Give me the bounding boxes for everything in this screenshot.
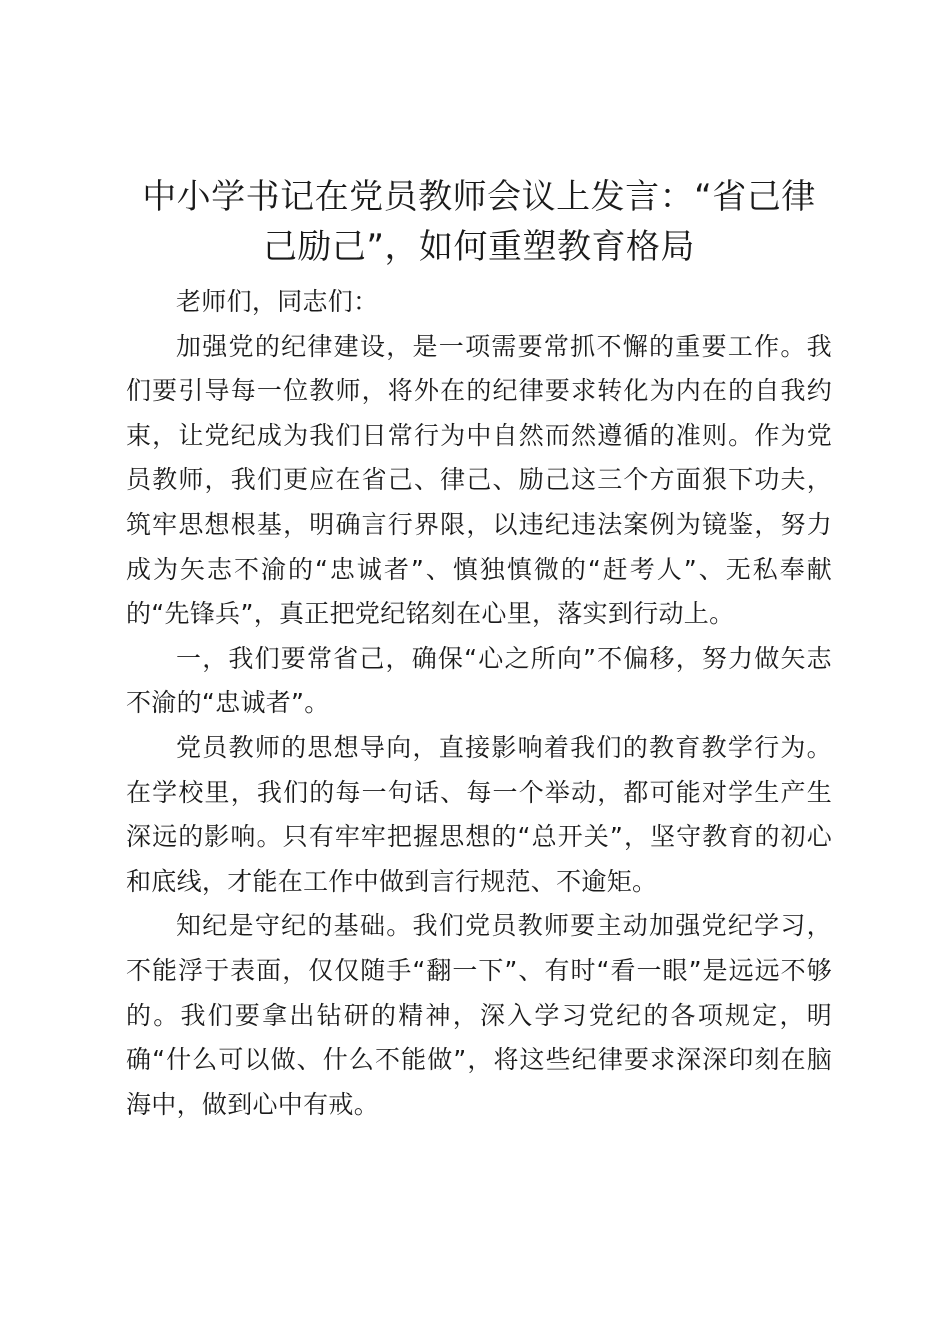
document-body (126, 172, 832, 1127)
document-title: 中小学书记在党员教师会议上发言：“省己律己励己”，如何重塑教育格局 (142, 177, 816, 267)
paragraph-thinking: 党员教师的思想导向，直接影响着我们的教育教学行为。在学校里，我们的每一句话、每一个举动，都可能对学生产生深远的影响。只有牢牢把握思想的“总开关”，坚守教育的初心和底线，才能在工作中做到言行规范、不逾矩。 (126, 732, 832, 896)
paragraph-section-heading: 一，我们要常省己，确保“心之所向”不偏移，努力做矢志不渝的“忠诚者”。 (126, 643, 832, 718)
paragraph-knowing-discipline: 知纪是守纪的基础。我们党员教师要主动加强党纪学习，不能浮于表面，仅仅随手“翻一下”、有时“看一眼”是远远不够的。我们要拿出钻研的精神，深入学习党纪的各项规定，明确“什么可以做、什么不能做”，将这些纪律要求深深印刻在脑海中，做到心中有戒。 (126, 911, 832, 1119)
paragraph-intro: 加强党的纪律建设，是一项需要常抓不懈的重要工作。我们要引导每一位教师，将外在的纪律要求转化为内在的自我约束，让党纪成为我们日常行为中自然而然遵循的准则。作为党员教师，我们更应在省己、律己、励己这三个方面狠下功夫，筑牢思想根基，明确言行界限，以违纪违法案例为镜鉴，努力成为矢志不渝的“忠诚者”、慎独慎微的“赶考人”、无私奉献的“先锋兵”，真正把党纪铭刻在心里，落实到行动上。 (126, 331, 832, 629)
salutation: 老师们，同志们： (176, 287, 379, 316)
